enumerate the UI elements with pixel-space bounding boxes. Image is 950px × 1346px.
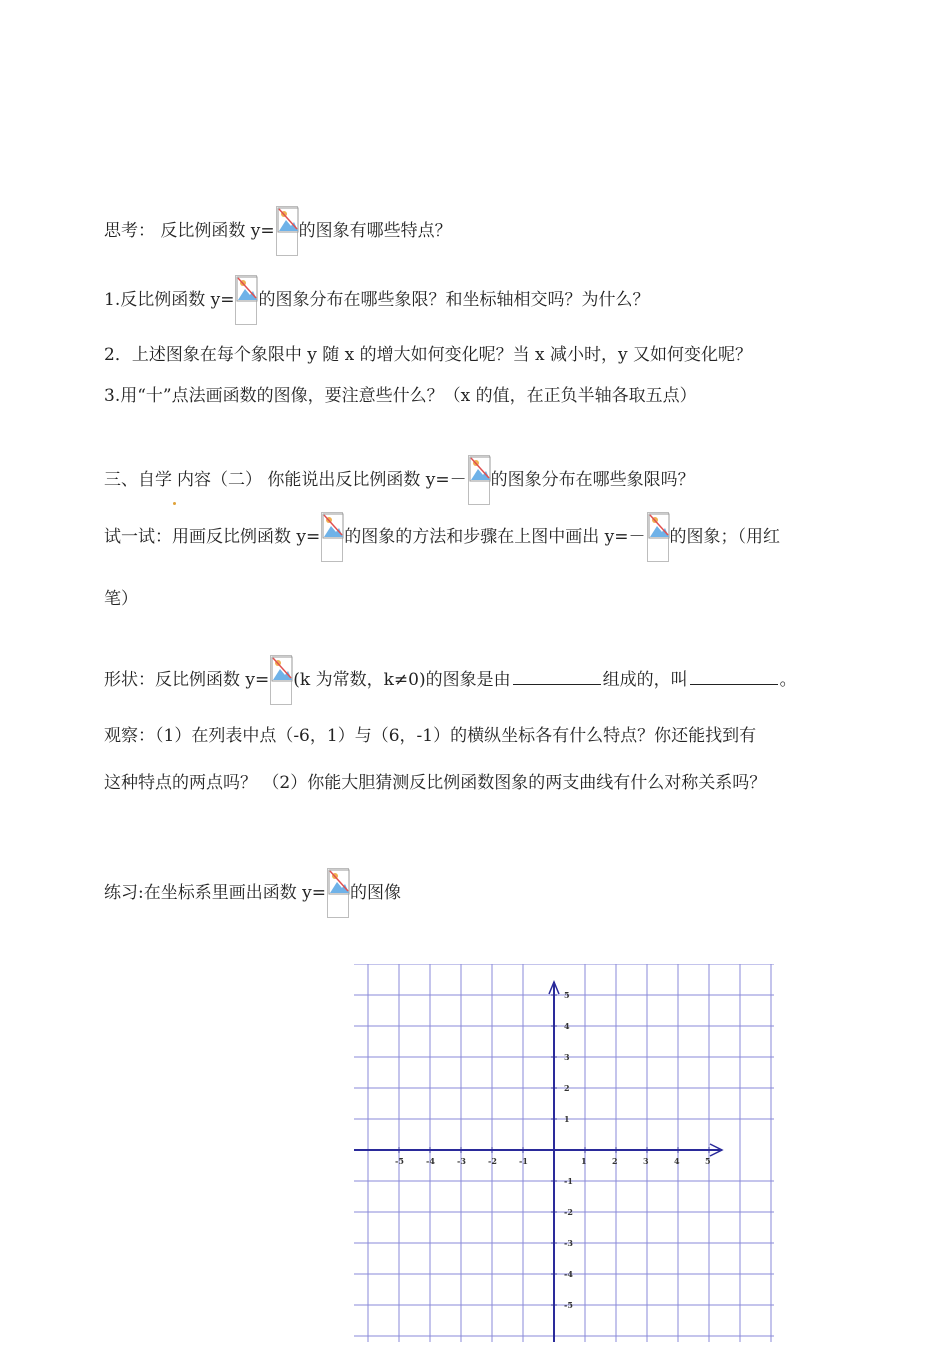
x-tick-label: 4: [674, 1156, 680, 1166]
y-tick-label: 5: [564, 990, 570, 1000]
y-tick-label: -5: [564, 1300, 573, 1310]
y-tick-label: 2: [564, 1083, 570, 1093]
broken-image-icon: [235, 275, 257, 325]
x-tick-label: 3: [643, 1156, 649, 1166]
shape-line: [104, 655, 797, 705]
x-tick-label: -5: [395, 1156, 404, 1166]
dot-mark: [173, 502, 176, 505]
try-line2: 笔）: [104, 589, 138, 609]
shape-end: 。: [779, 670, 797, 690]
broken-image-icon: [468, 455, 490, 505]
try-it-line: [104, 512, 780, 562]
y-tick-label: -2: [564, 1207, 573, 1217]
thinking-prefix: 思考： 反比例函数 y=: [104, 221, 275, 241]
try-prefix: 试一试：用画反比例函数 y=: [104, 527, 321, 547]
fill-blank-1[interactable]: [513, 670, 601, 685]
coordinate-grid-svg: [354, 964, 774, 1342]
x-tick-label: -4: [426, 1156, 435, 1166]
broken-image-icon: [321, 512, 343, 562]
broken-image-icon: [327, 868, 349, 918]
section-3-line: [104, 455, 695, 505]
fill-blank-2[interactable]: [690, 670, 778, 685]
section3-prefix-b: 内容（二） 你能说出反比例函数 y=－: [177, 470, 467, 490]
thinking-suffix: 的图象有哪些特点？: [298, 221, 452, 241]
thinking-line: [104, 206, 452, 256]
observe-line-2: 这种特点的两点吗？ （2）你能大胆猜测反比例函数图象的两支曲线有什么对称关系吗？: [104, 773, 767, 793]
broken-image-icon: [270, 655, 292, 705]
try-it-line-2: [104, 588, 138, 610]
question-1: [104, 275, 649, 325]
shape-middle: (k 为常数，k≠0)的图象是由: [293, 670, 511, 690]
coordinate-grid: [354, 964, 774, 1346]
observe-line-1: 观察：（1）在列表中点（-6，1）与（6，-1）的横纵坐标各有什么特点？你还能找到有: [104, 726, 757, 746]
q1-suffix: 的图象分布在哪些象限？和坐标轴相交吗？为什么？: [258, 290, 650, 310]
y-tick-label: -1: [564, 1176, 573, 1186]
y-tick-label: 4: [564, 1021, 570, 1031]
x-tick-label: -3: [457, 1156, 466, 1166]
practice-suffix: 的图像: [349, 883, 401, 903]
question-2: 2．上述图象在每个象限中 y 随 x 的增大如何变化呢？当 x 减小时，y 又如何变化呢？: [104, 345, 753, 365]
practice-prefix: 练习:在坐标系里画出函数 y=: [104, 883, 326, 903]
question-3: 3.用“十”点法画函数的图像，要注意些什么？（x 的值，在正负半轴各取五点）: [104, 386, 697, 406]
x-tick-label: 2: [612, 1156, 618, 1166]
section3-prefix-a: 三、自学: [104, 470, 172, 490]
shape-middle2: 组成的，叫: [602, 670, 688, 690]
q1-prefix: 1.反比例函数 y=: [104, 290, 235, 310]
y-tick-label: -3: [564, 1238, 573, 1248]
try-middle: 的图象的方法和步骤在上图中画出 y=－: [344, 527, 646, 547]
x-tick-label: 1: [581, 1156, 587, 1166]
y-tick-label: 3: [564, 1052, 570, 1062]
try-suffix: 的图象；（用红: [669, 527, 781, 547]
shape-prefix: 形状：反比例函数 y=: [104, 670, 270, 690]
y-tick-label: 1: [564, 1114, 570, 1124]
x-tick-label: -1: [519, 1156, 528, 1166]
y-tick-label: -4: [564, 1269, 573, 1279]
x-tick-label: 5: [705, 1156, 711, 1166]
practice-line: [104, 868, 401, 918]
section3-suffix: 的图象分布在哪些象限吗？: [490, 470, 695, 490]
broken-image-icon: [647, 512, 669, 562]
broken-image-icon: [276, 206, 298, 256]
x-tick-label: -2: [488, 1156, 497, 1166]
